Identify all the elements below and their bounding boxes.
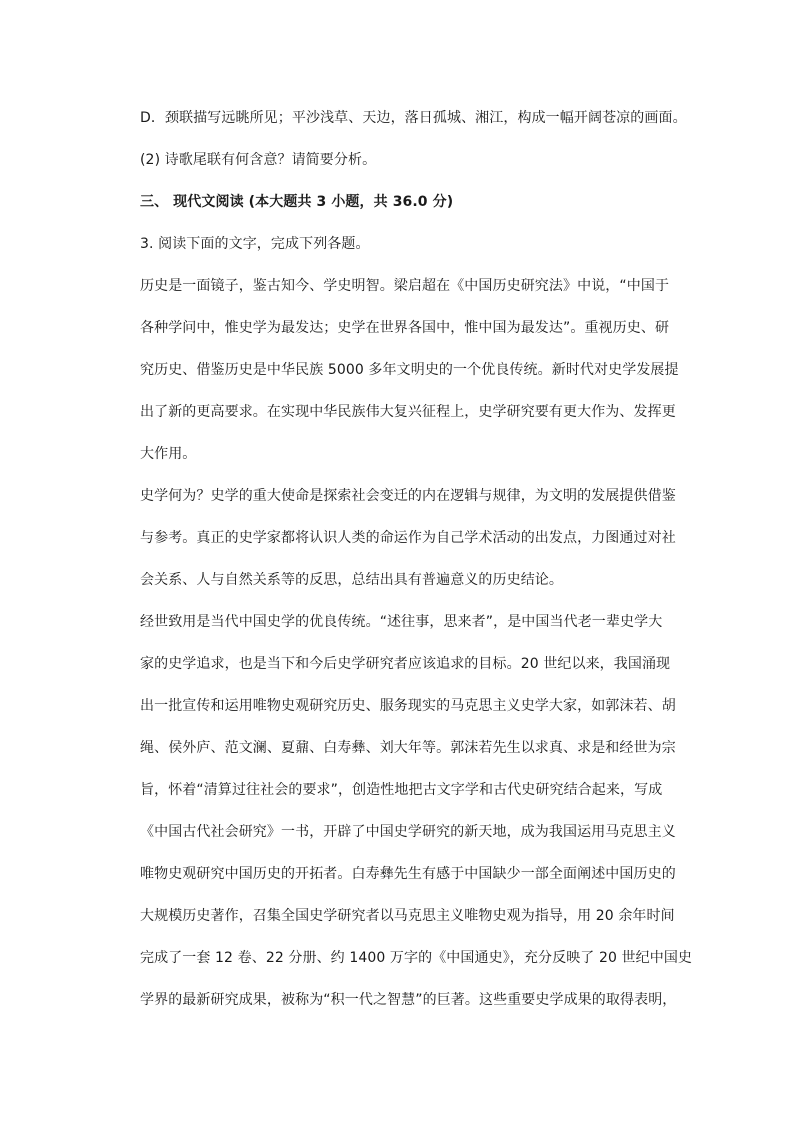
- paragraph-line: 出一批宣传和运用唯物史观研究历史、服务现实的马克思主义史学大家，如郭沫若、胡: [140, 698, 676, 714]
- paragraph-line: 大作用。: [140, 446, 197, 462]
- option-d-text: D．颈联描写远眺所见；平沙浅草、天边，落日孤城、湘江，构成一幅开阔苍凉的画面。: [140, 110, 687, 126]
- paragraph-line: 各种学问中，惟史学为最发达；史学在世界各国中，惟中国为最发达”。重视历史、研: [140, 320, 670, 336]
- section-heading: 三、 现代文阅读 (本大题共 3 小题，共 36.0 分): [140, 194, 454, 210]
- question-3-prompt: 3. 阅读下面的文字，完成下列各题。: [140, 236, 370, 252]
- paragraph-line: 经世致用是当代中国史学的优良传统。“述往事，思来者”，是中国当代老一辈史学大: [140, 614, 663, 630]
- question-2-text: (2) 诗歌尾联有何含意？请简要分析。: [140, 152, 377, 168]
- paragraph-line: 旨，怀着“清算过往社会的要求”，创造性地把古文字学和古代史研究结合起来，写成: [140, 782, 663, 798]
- paragraph-line: 出了新的更高要求。在实现中华民族伟大复兴征程上，史学研究要有更大作为、发挥更: [140, 404, 676, 420]
- paragraph-line: 唯物史观研究中国历史的开拓者。白寿彝先生有感于中国缺少一部全面阐述中国历史的: [140, 866, 676, 882]
- paragraph-line: 究历史、借鉴历史是中华民族 5000 多年文明史的一个优良传统。新时代对史学发展提: [140, 362, 679, 378]
- paragraph-line: 《中国古代社会研究》一书，开辟了中国史学研究的新天地，成为我国运用马克思主义: [140, 824, 676, 840]
- paragraph-line: 历史是一面镜子，鉴古知今、学史明智。梁启超在《中国历史研究法》中说，“中国于: [140, 278, 670, 294]
- paragraph-line: 绳、侯外庐、范文澜、夏鼐、白寿彝、刘大年等。郭沫若先生以求真、求是和经世为宗: [140, 740, 676, 756]
- paragraph-line: 完成了一套 12 卷、22 分册、约 1400 万字的《中国通史》，充分反映了 20 世纪中国史: [140, 950, 693, 966]
- paragraph-line: 大规模历史著作，召集全国史学研究者以马克思主义唯物史观为指导，用 20 余年时间: [140, 908, 675, 924]
- paragraph-line: 与参考。真正的史学家都将认识人类的命运作为自己学术活动的出发点，力图通过对社: [140, 530, 676, 546]
- paragraph-line: 会关系、人与自然关系等的反思，总结出具有普遍意义的历史结论。: [140, 572, 563, 588]
- paragraph-line: 史学何为？史学的重大使命是探索社会变迁的内在逻辑与规律，为文明的发展提供借鉴: [140, 488, 676, 504]
- paragraph-line: 学界的最新研究成果，被称为“积一代之智慧”的巨著。这些重要史学成果的取得表明，: [140, 992, 677, 1008]
- paragraph-line: 家的史学追求，也是当下和今后史学研究者应该追求的目标。20 世纪以来，我国涌现: [140, 656, 671, 672]
